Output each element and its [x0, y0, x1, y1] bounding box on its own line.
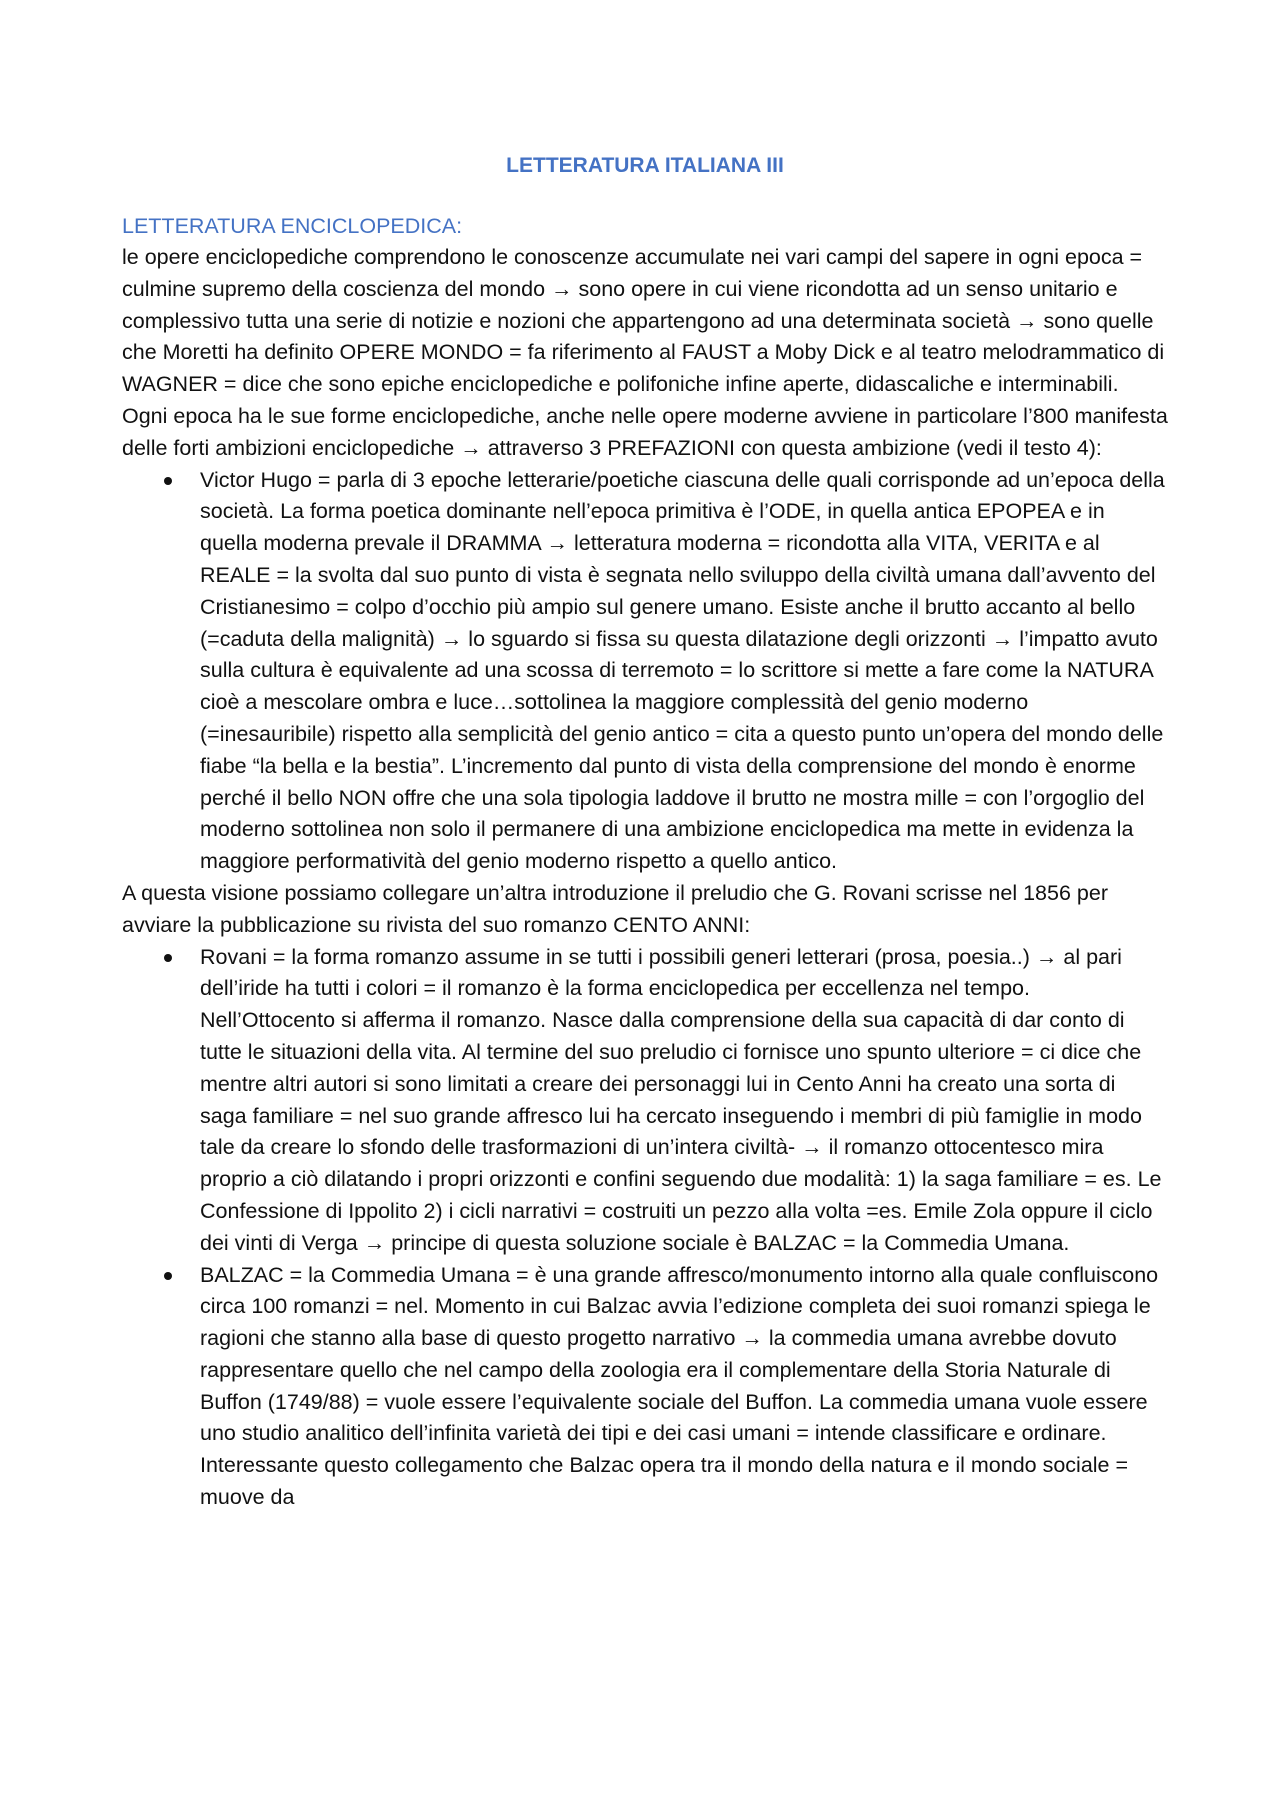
bullet-icon: [164, 954, 172, 962]
bullet-icon: [164, 477, 172, 485]
bullet-list-rovani-balzac: [122, 942, 1168, 1514]
bullet-list-hugo: [122, 465, 1168, 878]
bullet-icon: [164, 1272, 172, 1280]
list-item: [122, 942, 1168, 1260]
list-item-text: Victor Hugo = parla di 3 epoche letterarie/poetiche ciascuna delle quali corrisponde ad un’epoca della società. La forma poetica dominante nell’epoca primitiva è l’ODE, in quella antica EPOPEA e in quella moderna prevale il DRAMMA → letteratura moderna = ricondotta alla VITA, VERITA e al REALE = la svolta dal suo punto di vista è segnata nello sviluppo della civiltà umana dall’avvento del Cristianesimo = colpo d’occhio più ampio sul genere umano. Esiste anche il brutto accanto al bello (=caduta della malignità) → lo sguardo si fissa su questa dilatazione degli orizzonti → l’impatto avuto sulla cultura è equivalente ad una scossa di terremoto = lo scrittore si mette a fare come la NATURA cioè a mescolare ombra e luce…sottolinea la maggiore complessità del genio moderno (=inesauribile) rispetto alla semplicità del genio antico = cita a questo punto un’opera del mondo delle fiabe “la bella e la bestia”. L’incremento dal punto di vista della comprensione del mondo è enorme perché il bello NON offre che una sola tipologia laddove il brutto ne mostra mille = con l’orgoglio del moderno sottolinea non solo il permanere di una ambizione enciclopedica ma mette in evidenza la maggiore performatività del genio moderno rispetto a quello antico.: [200, 467, 1165, 874]
intro-paragraph: le opere enciclopediche comprendono le conoscenze accumulate nei vari campi del sapere in ogni epoca = culmine supremo della coscienza del mondo → sono opere in cui viene ricondotta ad un senso unitario e complessivo tutta una serie di notizie e nozioni che appartengono ad una determinata società → sono quelle che Moretti ha definito OPERE MONDO = fa riferimento al FAUST a Moby Dick e al teatro melodrammatico di WAGNER = dice che sono epiche enciclopediche e polifoniche infine aperte, didascaliche e interminabili.: [122, 245, 1165, 397]
third-paragraph: A questa visione possiamo collegare un’altra introduzione il preludio che G. Rovani scrisse nel 1856 per avviare la pubblicazione su rivista del suo romanzo CENTO ANNI:: [122, 880, 1108, 937]
document-page: [122, 150, 1168, 1514]
section-heading: LETTERATURA ENCICLOPEDICA:: [122, 214, 463, 238]
list-item-text: BALZAC = la Commedia Umana = è una grande affresco/monumento intorno alla quale confluiscono circa 100 romanzi = nel. Momento in cui Balzac avvia l’edizione completa dei suoi romanzi spiega le ragioni che stanno alla base di questo progetto narrativo → la commedia umana avrebbe dovuto rappresentare quello che nel campo della zoologia era il complementare della Storia Naturale di Buffon (1749/88) = vuole essere l’equivalente sociale del Buffon. La commedia umana vuole essere uno studio analitico dell’infinita varietà dei tipi e dei casi umani = intende classificare e ordinare. Interessante questo collegamento che Balzac opera tra il mondo della natura e il mondo sociale = muove da: [200, 1262, 1159, 1510]
document-title: LETTERATURA ITALIANA III: [506, 154, 784, 177]
list-item-text: Rovani = la forma romanzo assume in se tutti i possibili generi letterari (prosa, poesia..) → al pari dell’iride ha tutti i colori = il romanzo è la forma enciclopedica per eccellenza nel tempo. Nell’Ottocento si afferma il romanzo. Nasce dalla comprensione della sua capacità di dar conto di tutte le situazioni della vita. Al termine del suo preludio ci fornisce uno spunto ulteriore = ci dice che mentre altri autori si sono limitati a creare dei personaggi lui in Cento Anni ha creato una sorta di saga familiare = nel suo grande affresco lui ha cercato inseguendo i membri di più famiglie in modo tale da creare lo sfondo delle trasformazioni di un’intera civiltà- → il romanzo ottocentesco mira proprio a ciò dilatando i propri orizzonti e confini seguendo due modalità: 1) la saga familiare = es. Le Confessione di Ippolito 2) i cicli narrativi = costruiti un pezzo alla volta =es. Emile Zola oppure il ciclo dei vinti di Verga → principe di questa soluzione sociale è BALZAC = la Commedia Umana.: [200, 944, 1162, 1255]
list-item: [122, 1260, 1168, 1514]
list-item: [122, 465, 1168, 878]
second-paragraph: Ogni epoca ha le sue forme enciclopediche, anche nelle opere moderne avviene in particolare l’800 manifesta delle forti ambizioni enciclopediche → attraverso 3 PREFAZIONI con questa ambizione (vedi il testo 4):: [122, 403, 1168, 460]
